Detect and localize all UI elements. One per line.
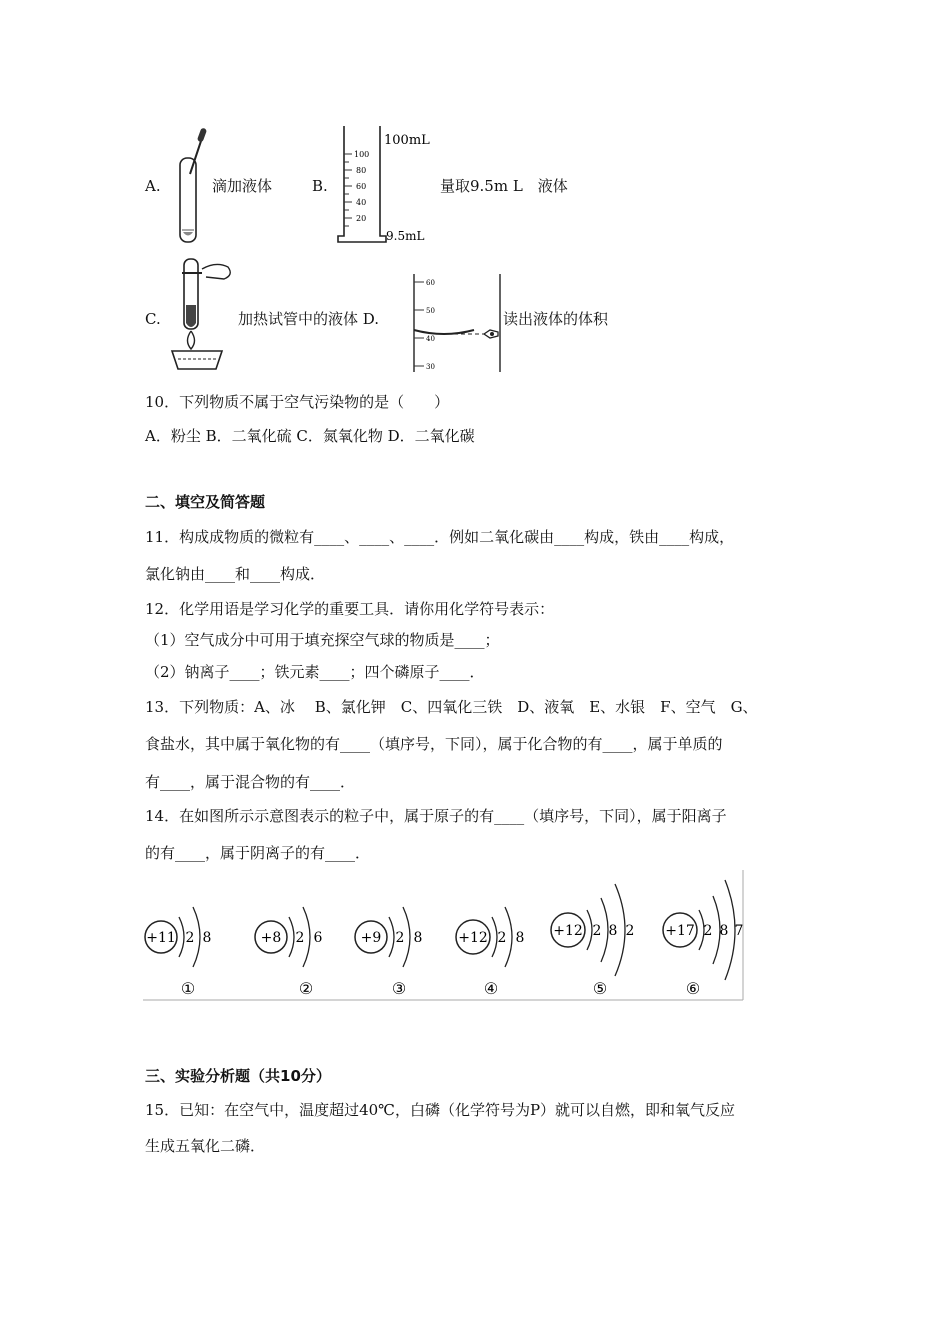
cyl-capacity-label: 100mL: [384, 133, 430, 148]
q13-line2: 食盐水，其中属于氧化物的有____（填序号，下同），属于化合物的有____，属于单质的: [145, 735, 723, 753]
q11-line1: 11．构成成物质的微粒有____、____、____．例如二氧化碳由____构成，铁由____构成，: [145, 528, 735, 546]
particle-label: ④: [483, 979, 499, 998]
particle-label: ⑥: [685, 979, 701, 998]
particle-6: [663, 880, 743, 998]
shell-electrons-1: 2: [497, 930, 507, 946]
shell-electrons-1: 2: [395, 930, 405, 946]
particle-label: ⑤: [592, 979, 608, 998]
q10-stem: 10．下列物质不属于空气污染物的是（ ）: [145, 393, 450, 411]
option-c-label: 加热试管中的液体 D.: [238, 310, 380, 328]
shell-electrons-2: 6: [313, 930, 323, 946]
q11-line2: 氯化钠由____和____构成．: [145, 565, 326, 583]
option-a-label: 滴加液体: [212, 177, 273, 195]
dropper-bulb: [197, 128, 207, 143]
particle-label: ③: [391, 979, 407, 998]
reading-tick-40: 40: [426, 335, 435, 343]
reading-volume-figure: [404, 272, 504, 374]
shell-arc-1: [492, 917, 497, 957]
test-tube: [180, 158, 196, 242]
liquid: [183, 232, 193, 236]
section-3-title: 三、实验分析题（共10分）: [145, 1067, 331, 1085]
particle-1: [145, 907, 211, 998]
shell-arc-1: [587, 910, 592, 950]
cyl-tick-60: 60: [356, 182, 367, 191]
shell-electrons-2: 8: [515, 930, 525, 946]
q10-options: A．粉尘 B．二氧化硫 C．氮氧化物 D．二氧化碳: [145, 427, 475, 445]
q15-line1: 15．已知：在空气中，温度超过40℃，白磷（化学符号为P）就可以自燃，即和氧气反应: [145, 1101, 736, 1119]
particle-2: [255, 907, 323, 998]
q13-line3: 有____，属于混合物的有____．: [145, 773, 356, 791]
cyl-reading-label: 9.5mL: [386, 229, 425, 243]
nucleus-charge: +12: [458, 930, 488, 946]
shell-electrons-1: 2: [295, 930, 305, 946]
shell-arc-1: [179, 917, 184, 957]
cylinder-ticks: [344, 154, 352, 226]
nucleus-charge: +17: [665, 923, 695, 939]
heating-test-tube-figure: [166, 255, 238, 373]
nucleus-charge: +9: [360, 930, 382, 946]
option-b-letter: B.: [312, 177, 328, 195]
cyl-tick-80: 80: [356, 166, 367, 175]
particle-label: ②: [298, 979, 314, 998]
hand: [202, 264, 230, 279]
alcohol-lamp: [172, 351, 222, 369]
option-a-letter: A.: [145, 177, 161, 195]
reading-ticks: [414, 282, 424, 366]
cyl-tick-20: 20: [356, 214, 367, 223]
meniscus: [414, 330, 474, 334]
particle-3: [355, 907, 422, 998]
shell-arc-2: [601, 898, 608, 962]
shell-electrons-1: 2: [703, 923, 713, 939]
atomic-structure-diagram: [143, 870, 745, 1002]
nucleus-charge: +12: [553, 923, 583, 939]
shell-electrons-2: 8: [413, 930, 423, 946]
dropper-tube-figure: [168, 128, 212, 246]
q12-part2: （2）钠离子____；铁元素____；四个磷原子____．: [145, 663, 485, 681]
shell-electrons-1: 2: [592, 923, 602, 939]
cyl-tick-100: 100: [354, 150, 370, 159]
shell-electrons-2: 8: [719, 923, 729, 939]
option-c-letter: C.: [145, 310, 161, 328]
cyl-tick-40: 40: [356, 198, 367, 207]
nucleus-charge: +11: [146, 930, 176, 946]
option-b-label: 量取9.5m L 液体: [440, 177, 568, 195]
eye-pupil: [490, 332, 494, 336]
reading-tick-30: 30: [426, 363, 435, 371]
particle-5: [551, 884, 634, 998]
liquid-in-tube: [186, 305, 196, 327]
shell-electrons-2: 8: [202, 930, 212, 946]
shell-electrons-1: 2: [185, 930, 195, 946]
q13-line1: 13．下列物质：A、冰 B、氯化钾 C、四氧化三铁 D、液氧 E、水银 F、空气 G、: [145, 698, 758, 716]
q15-line2: 生成五氧化二磷．: [145, 1137, 266, 1155]
particle-4: [456, 907, 524, 998]
shell-electrons-2: 8: [608, 923, 618, 939]
section-2-title: 二、填空及简答题: [145, 493, 266, 511]
q14-line2: 的有____，属于阴离子的有____．: [145, 844, 371, 862]
shell-arc-1: [289, 917, 294, 957]
shell-electrons-3: 7: [734, 923, 744, 939]
flame: [188, 331, 195, 349]
reading-tick-60: 60: [426, 279, 435, 287]
shell-electrons-3: 2: [625, 923, 635, 939]
q14-line1: 14．在如图所示示意图表示的粒子中，属于原子的有____（填序号，下同），属于阳离子: [145, 807, 727, 825]
particle-label: ①: [180, 979, 196, 998]
nucleus-charge: +8: [260, 930, 282, 946]
shell-arc-1: [389, 917, 394, 957]
q12-part1: （1）空气成分中可用于填充探空气球的物质是____；: [145, 631, 500, 649]
option-d-label: 读出液体的体积: [503, 310, 609, 328]
reading-tick-50: 50: [426, 307, 435, 315]
graduated-cylinder-figure: [336, 124, 434, 246]
q12-stem: 12．化学用语是学习化学的重要工具．请你用化学符号表示：: [145, 600, 555, 618]
